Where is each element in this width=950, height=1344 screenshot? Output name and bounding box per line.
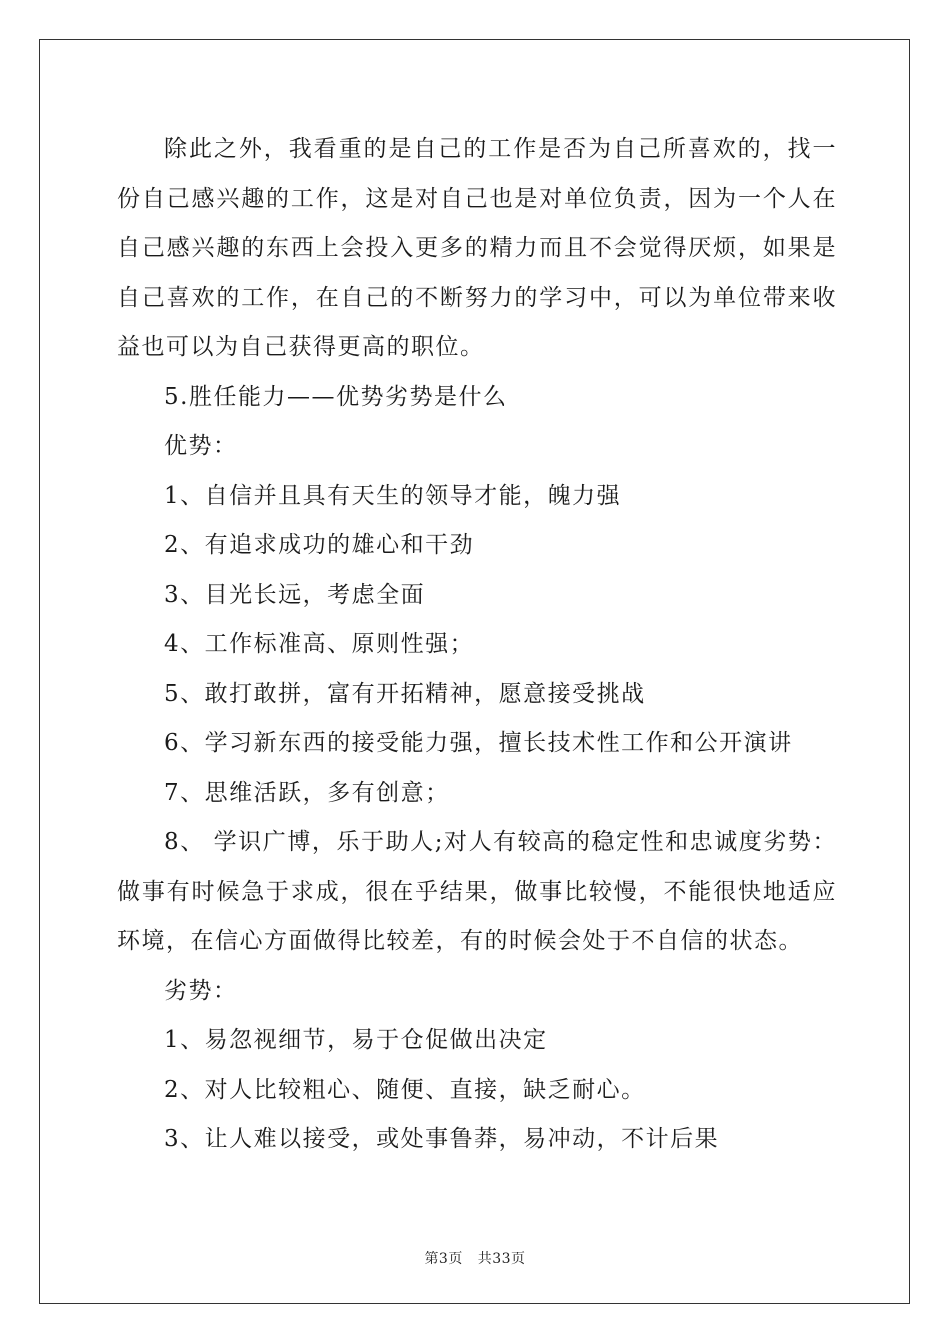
strength-item: 4、工作标准高、原则性强； — [164, 631, 475, 657]
strength-item: 2、有追求成功的雄心和干劲 — [164, 532, 475, 558]
strength-item-long: 8、 学识广博，乐于助人;对人有较高的稳定性和忠诚度劣势：做事有时候急于求成，很在乎结果，做事比较慢，不能很快地适应环境，在信心方面做得比较差，有的时候会处于不自信的状态。 — [117, 829, 837, 954]
strength-item: 3、目光长远，考虑全面 — [164, 581, 426, 608]
weakness-item: 1、易忽视细节，易于仓促做出决定 — [164, 1027, 548, 1053]
section-heading-competence: 5.胜任能力——优势劣势是什么 — [164, 383, 508, 410]
page-number: 第3页 — [424, 1251, 463, 1267]
page-total: 共33页 — [477, 1251, 526, 1267]
weakness-item: 3、让人难以接受，或处事鲁莽，易冲动，不计后果 — [164, 1126, 720, 1152]
strength-item: 6、学习新东西的接受能力强，擅长技术性工作和公开演讲 — [164, 730, 793, 756]
strengths-heading: 优势： — [164, 433, 238, 459]
document-body — [117, 125, 837, 1165]
weaknesses-heading: 劣势： — [164, 977, 238, 1004]
paragraph-intro: 除此之外，我看重的是自己的工作是否为自己所喜欢的，找一份自己感兴趣的工作，这是对自己也是对单位负责，因为一个人在自己感兴趣的东西上会投入更多的精力而且不会觉得厌烦，如果是自己喜欢的工作，在自己的不断努力的学习中，可以为单位带来收益也可以为自己获得更高的职位。 — [117, 136, 837, 360]
strength-item: 1、自信并且具有天生的领导才能，魄力强 — [164, 482, 622, 509]
strength-item: 7、思维活跃，多有创意； — [164, 779, 450, 806]
strength-item: 5、敢打敢拼，富有开拓精神，愿意接受挑战 — [164, 680, 646, 707]
weakness-item: 2、对人比较粗心、随便、直接，缺乏耐心。 — [164, 1076, 646, 1103]
page-footer — [0, 1248, 950, 1268]
